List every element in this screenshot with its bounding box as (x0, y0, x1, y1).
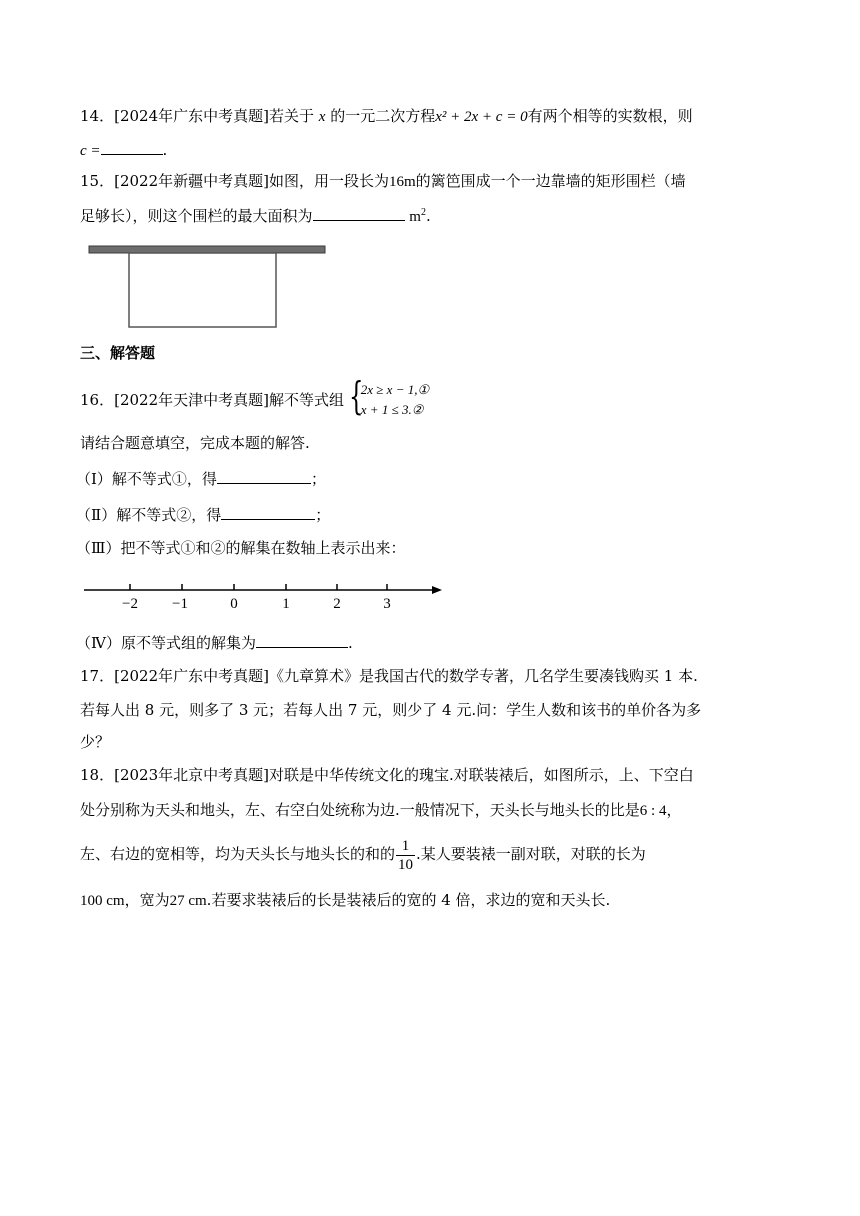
fence-figure (86, 240, 342, 332)
q15-answer-blank[interactable] (313, 206, 405, 221)
q14-text: 的一元二次方程 (330, 107, 436, 125)
q18-text: ， (666, 801, 682, 819)
q15-unit (409, 209, 426, 225)
fence-rectangle (129, 253, 276, 327)
q15-length: 16m (389, 174, 416, 190)
q16-number: 16． (80, 391, 115, 409)
q18-text: ，宽为 (124, 891, 170, 909)
q15-unit-m: m (409, 209, 421, 225)
q14-line2 (80, 140, 167, 161)
q14-var-x: x (318, 109, 326, 125)
tick-label: 2 (333, 596, 341, 612)
number-line (80, 578, 450, 614)
q16-part3: （Ⅲ）把不等式①和②的解集在数轴上表示出来： (76, 539, 406, 557)
q16-part4-end: . (348, 634, 353, 652)
wall (89, 246, 325, 253)
q18-text: .若要求装裱后的长是装裱后的宽的 4 倍，求边的宽和天头长. (206, 891, 611, 909)
q16-part2-text: （Ⅱ）解不等式②，得 (76, 506, 222, 524)
q16-part2-end: ； (315, 506, 331, 524)
q16-instruction: 请结合题意填空，完成本题的解答. (80, 434, 310, 452)
q18-line3 (80, 834, 646, 874)
fraction-denominator: 10 (398, 856, 414, 873)
q15-number: 15． (80, 172, 115, 190)
q16-part2 (76, 505, 330, 525)
q18-line1 (80, 765, 694, 785)
q15-text: 如图，用一段长为 (268, 172, 389, 190)
inequality-1: 2x ≥ x − 1,① (360, 382, 430, 397)
q16-part4-blank[interactable] (256, 633, 348, 648)
q14-c: c = (80, 143, 101, 159)
tick-label: 1 (282, 596, 290, 612)
q16-text: 解不等式组 (268, 391, 344, 409)
q18-text: 左、右边的宽相等，均为天头长与地头长的和的 (80, 845, 396, 863)
q15-unit-sup: 2 (420, 207, 426, 218)
system-brace: { (348, 374, 364, 418)
q17-number: 17． (80, 667, 115, 685)
q15-line2 (80, 203, 431, 227)
inequality-2: x + 1 ≤ 3.② (360, 402, 424, 417)
tick-label: 0 (230, 596, 238, 612)
q18-ratio: 6 : 4 (639, 803, 667, 819)
fraction-numerator: 1 (396, 837, 415, 856)
q15-text: 足够长），则这个围栏的最大面积为 (80, 207, 313, 225)
q18-line2 (80, 800, 681, 821)
q16-part2-blank[interactable] (221, 505, 315, 520)
q17-line3: 少？ (80, 733, 111, 751)
q14-number: 14． (80, 107, 115, 125)
q16-source-tag: [2022年天津中考真题] (114, 391, 269, 409)
q16-part1-end: ； (310, 470, 326, 488)
tick-label: −2 (122, 596, 138, 612)
q16-part4 (76, 633, 353, 653)
q14-text: 有两个相等的实数根，则 (527, 107, 693, 125)
q15-line1 (80, 171, 686, 192)
axis-arrow (432, 586, 442, 594)
q16-part1 (76, 469, 326, 489)
q17-line2: 若每人出 8 元，则多了 3 元；若每人出 7 元，则少了 4 元.问：学生人数和该书的单价各为多 (80, 701, 702, 719)
q14-equation: x² + 2x + c = 0 (435, 109, 528, 125)
q14-source-tag: [2024年广东中考真题] (114, 107, 269, 125)
q16-line1 (80, 374, 449, 420)
q15-source-tag: [2022年新疆中考真题] (114, 172, 269, 190)
q18-text: .某人要装裱一副对联，对联的长为 (416, 845, 646, 863)
q16-part1-text: （Ⅰ）解不等式①，得 (76, 470, 217, 488)
q14-line1 (80, 106, 693, 127)
q16-part1-blank[interactable] (217, 469, 311, 484)
q15-period: . (425, 207, 431, 225)
q14-answer-blank[interactable] (101, 140, 163, 155)
q18-source-tag: [2023年北京中考真题] (114, 766, 269, 784)
q17-text: 《九章算术》是我国古代的数学专著，几名学生要凑钱购买 1 本. (268, 667, 698, 685)
section-heading: 三、解答题 (80, 344, 156, 362)
tick-label: −1 (172, 596, 188, 612)
q18-text: 处分别称为天头和地头，左、右空白处统称为边.一般情况下，天头长与地头长的比是 (80, 801, 640, 819)
tick-label: 3 (383, 596, 391, 612)
q18-number: 18． (80, 766, 115, 784)
q17-source-tag: [2022年广东中考真题] (114, 667, 269, 685)
q15-text: 的篱笆围成一个一边靠墙的矩形围栏（墙 (415, 172, 686, 190)
q17-line1 (80, 666, 698, 686)
q18-length: 100 cm (80, 893, 125, 909)
q18-width: 27 cm (169, 893, 207, 909)
q18-text: 对联是中华传统文化的瑰宝.对联装裱后，如图所示，上、下空白 (268, 766, 694, 784)
q14-text: 若关于 (268, 107, 314, 125)
q16-part4-text: （Ⅳ）原不等式组的解集为 (76, 634, 256, 652)
q18-fraction (396, 837, 415, 874)
q18-line4 (80, 890, 610, 911)
inequality-system (348, 374, 449, 420)
q14-period: . (162, 141, 168, 159)
